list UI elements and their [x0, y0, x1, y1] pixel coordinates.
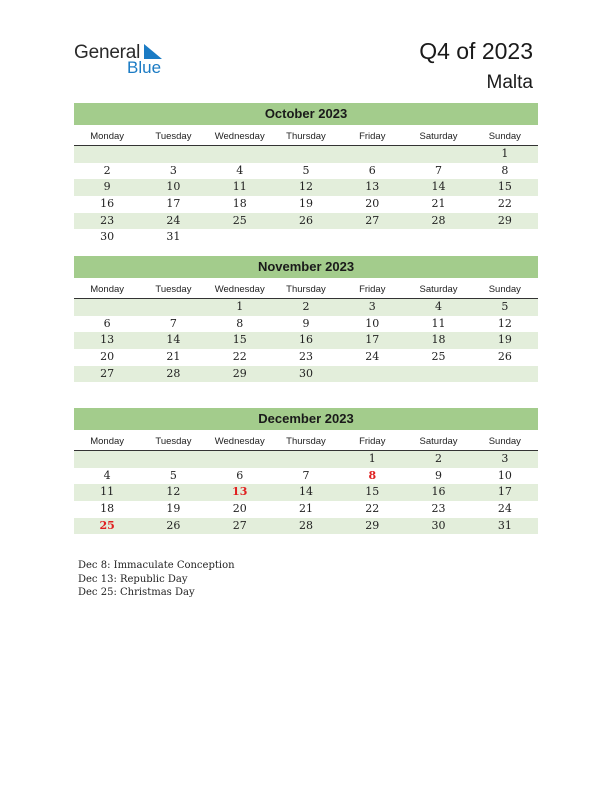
page-title: Q4 of 2023	[419, 38, 533, 64]
week-row	[74, 451, 538, 468]
weekday-header-row	[74, 128, 538, 146]
calendar-october	[74, 103, 538, 246]
day-cell: 13	[100, 333, 115, 347]
day-cell: 1	[501, 147, 509, 160]
day-cell: 31	[166, 230, 181, 244]
weekday-label: Wednesday	[214, 131, 265, 142]
month-title: November 2023	[74, 256, 538, 278]
day-cell: 8	[368, 468, 377, 482]
calendar-december	[74, 408, 538, 534]
week-row	[74, 518, 538, 535]
weekday-label: Friday	[359, 284, 386, 295]
calendar-november	[74, 256, 538, 382]
day-cell	[140, 299, 206, 316]
day-cell: 9	[435, 468, 443, 482]
day-cell: 16	[100, 197, 115, 211]
day-cell: 25	[232, 213, 247, 227]
weekday-label: Sunday	[488, 436, 521, 447]
day-cell: 18	[431, 333, 446, 347]
week-row	[74, 299, 538, 316]
day-cell: 30	[298, 366, 313, 380]
day-cell: 6	[103, 316, 111, 330]
day-cell: 28	[431, 213, 446, 227]
day-cell: 4	[236, 163, 244, 177]
weekday-label: Wednesday	[214, 436, 265, 447]
day-cell: 15	[365, 485, 380, 499]
week-row	[74, 229, 538, 246]
day-cell: 29	[232, 366, 247, 380]
day-cell: 25	[99, 518, 115, 532]
day-cell: 15	[497, 180, 512, 194]
day-cell: 24	[497, 502, 512, 516]
weekday-label: Tuesday	[155, 436, 192, 447]
week-row	[74, 501, 538, 518]
week-row	[74, 146, 538, 163]
week-row	[74, 213, 538, 230]
day-cell: 20	[100, 350, 115, 364]
weekday-label: Sunday	[488, 131, 521, 142]
weekday-label: Saturday	[419, 284, 458, 295]
day-cell: 9	[103, 180, 111, 194]
day-cell: 9	[302, 316, 310, 330]
day-cell: 30	[431, 518, 446, 532]
day-cell: 20	[365, 197, 380, 211]
day-cell: 7	[302, 468, 310, 482]
day-cell: 18	[232, 197, 247, 211]
week-row	[74, 484, 538, 501]
day-cell: 21	[298, 502, 313, 516]
weekday-label: Monday	[90, 284, 125, 295]
day-cell: 5	[302, 163, 310, 177]
day-cell: 11	[100, 485, 115, 499]
holiday-note: Dec 25: Christmas Day	[78, 587, 195, 598]
day-cell: 19	[497, 333, 512, 347]
day-cell	[74, 451, 140, 468]
day-cell: 26	[497, 350, 512, 364]
day-cell	[339, 146, 405, 163]
day-cell: 25	[431, 350, 446, 364]
day-cell: 22	[232, 350, 247, 364]
day-cell: 5	[169, 468, 177, 482]
day-cell: 16	[298, 333, 313, 347]
week-row	[74, 196, 538, 213]
month-title: October 2023	[74, 103, 538, 125]
day-cell: 18	[100, 502, 115, 516]
day-cell: 24	[365, 350, 380, 364]
day-cell: 12	[497, 316, 512, 330]
day-cell: 31	[497, 518, 512, 532]
week-row	[74, 332, 538, 349]
week-row	[74, 163, 538, 180]
day-cell: 26	[298, 213, 313, 227]
day-cell: 24	[166, 213, 181, 227]
weekday-label: Saturday	[419, 436, 458, 447]
day-cell: 10	[166, 180, 181, 194]
day-cell	[140, 451, 206, 468]
day-cell	[273, 229, 339, 246]
month-title: December 2023	[74, 408, 538, 430]
day-cell: 1	[368, 452, 376, 465]
day-cell: 30	[100, 230, 115, 244]
day-cell: 13	[232, 485, 248, 499]
day-cell: 13	[365, 180, 380, 194]
weekday-label: Saturday	[419, 131, 458, 142]
day-cell	[405, 229, 471, 246]
day-cell: 3	[501, 452, 509, 465]
day-cell	[472, 229, 538, 246]
day-cell: 17	[365, 333, 380, 347]
day-cell: 21	[166, 350, 181, 364]
day-cell: 6	[236, 468, 244, 482]
day-cell: 29	[497, 213, 512, 227]
day-cell: 15	[232, 333, 247, 347]
day-cell: 29	[365, 518, 380, 532]
weekday-label: Friday	[359, 131, 386, 142]
day-cell: 2	[302, 300, 310, 313]
day-cell	[339, 366, 405, 383]
holiday-note: Dec 8: Immaculate Conception	[78, 560, 235, 571]
day-cell: 8	[236, 316, 244, 330]
day-cell: 8	[501, 163, 509, 177]
week-row	[74, 366, 538, 383]
day-cell: 4	[103, 468, 111, 482]
day-cell: 26	[166, 518, 181, 532]
day-cell: 28	[298, 518, 313, 532]
day-cell	[140, 146, 206, 163]
day-cell: 27	[365, 213, 380, 227]
day-cell	[339, 229, 405, 246]
day-cell: 11	[431, 316, 446, 330]
weekday-label: Friday	[359, 436, 386, 447]
day-cell: 14	[431, 180, 446, 194]
weekday-label: Tuesday	[155, 284, 192, 295]
week-row	[74, 349, 538, 366]
day-cell: 2	[103, 163, 111, 177]
day-cell: 7	[169, 316, 177, 330]
weekday-label: Wednesday	[214, 284, 265, 295]
day-cell	[207, 451, 273, 468]
day-cell: 10	[365, 316, 380, 330]
weekday-label: Tuesday	[155, 131, 192, 142]
day-cell: 19	[166, 502, 181, 516]
day-cell	[74, 146, 140, 163]
day-cell: 7	[435, 163, 443, 177]
weekday-label: Sunday	[488, 284, 521, 295]
day-cell: 17	[166, 197, 181, 211]
day-cell: 27	[232, 518, 247, 532]
day-cell	[207, 229, 273, 246]
brand-logo	[74, 42, 174, 78]
day-cell: 5	[501, 300, 509, 313]
day-cell: 3	[169, 163, 177, 177]
day-cell: 27	[100, 366, 115, 380]
weekday-label: Thursday	[286, 436, 326, 447]
day-cell: 12	[298, 180, 313, 194]
weekday-label: Thursday	[286, 131, 326, 142]
day-cell	[273, 146, 339, 163]
week-row	[74, 468, 538, 485]
day-cell: 21	[431, 197, 446, 211]
day-cell: 23	[100, 213, 115, 227]
day-cell: 12	[166, 485, 181, 499]
week-row	[74, 179, 538, 196]
weekday-label: Monday	[90, 436, 125, 447]
day-cell: 20	[232, 502, 247, 516]
day-cell: 14	[166, 333, 181, 347]
week-row	[74, 316, 538, 333]
country-name: Malta	[486, 72, 533, 93]
day-cell: 23	[298, 350, 313, 364]
weekday-label: Monday	[90, 131, 125, 142]
holiday-notes	[78, 559, 235, 600]
day-cell: 10	[497, 468, 512, 482]
day-cell: 4	[435, 300, 443, 313]
logo-text-general: General	[74, 42, 141, 63]
day-cell: 22	[497, 197, 512, 211]
holiday-note: Dec 13: Republic Day	[78, 573, 188, 585]
weekday-header-row	[74, 281, 538, 299]
logo-text-blue: Blue	[127, 58, 162, 77]
day-cell	[472, 366, 538, 383]
day-cell: 11	[232, 180, 247, 194]
day-cell: 14	[298, 485, 313, 499]
day-cell: 28	[166, 366, 181, 380]
day-cell: 19	[298, 197, 313, 211]
day-cell	[405, 366, 471, 383]
day-cell: 1	[236, 300, 244, 313]
day-cell	[405, 146, 471, 163]
day-cell	[207, 146, 273, 163]
day-cell: 16	[431, 485, 446, 499]
weekday-header-row	[74, 433, 538, 451]
day-cell	[273, 451, 339, 468]
day-cell: 22	[365, 502, 380, 516]
day-cell: 3	[368, 300, 376, 313]
day-cell	[74, 299, 140, 316]
day-cell: 6	[368, 163, 376, 177]
day-cell: 17	[497, 485, 512, 499]
weekday-label: Thursday	[286, 284, 326, 295]
day-cell: 2	[435, 452, 443, 465]
day-cell: 23	[431, 502, 446, 516]
